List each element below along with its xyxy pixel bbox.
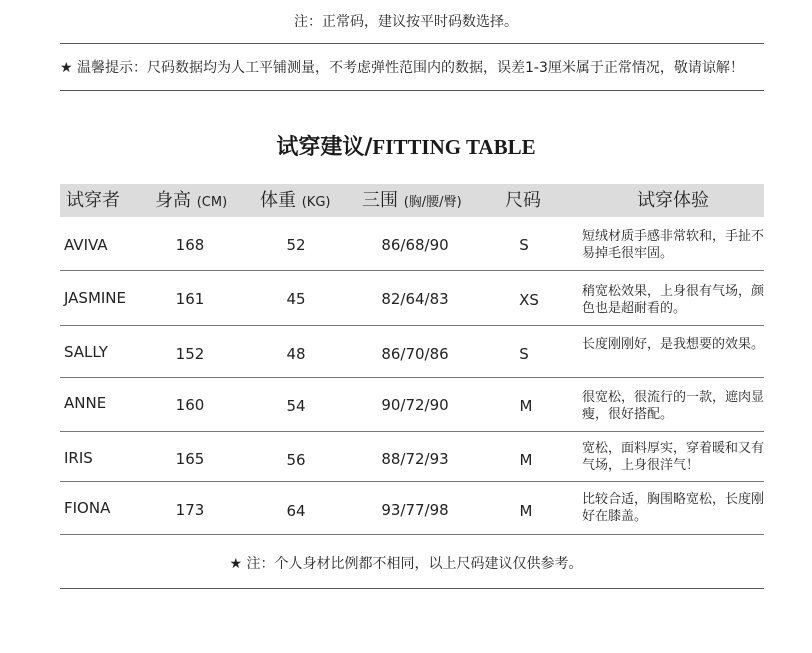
table-cell-measurements: 88/72/93 bbox=[381, 450, 449, 468]
table-cell-size: S bbox=[519, 345, 529, 363]
top-note: 注：正常码，建议按平时码数选择。 bbox=[294, 14, 518, 30]
table-cell-measurements: 86/70/86 bbox=[381, 345, 449, 363]
table-cell-weight: 64 bbox=[286, 502, 306, 520]
row-divider bbox=[60, 377, 764, 378]
table-cell-name: IRIS bbox=[64, 449, 93, 467]
table-cell-measurements: 93/77/98 bbox=[381, 501, 449, 519]
table-cell-weight: 54 bbox=[286, 397, 306, 415]
header-size: 尺码 bbox=[505, 190, 541, 211]
table-cell-weight: 56 bbox=[286, 451, 306, 469]
warm-tip: ★ 温馨提示：尺码数据均为人工平铺测量，不考虑弹性范围内的数据，误差1-3厘米属于正常情况，敬请谅解！ bbox=[60, 60, 744, 76]
table-cell-height: 160 bbox=[175, 396, 205, 414]
table-cell-weight: 45 bbox=[286, 290, 306, 308]
table-cell-height: 173 bbox=[175, 501, 205, 519]
divider bbox=[60, 43, 764, 44]
table-cell-name: SALLY bbox=[64, 343, 108, 361]
table-cell-size: M bbox=[519, 451, 533, 469]
header-height bbox=[155, 184, 227, 217]
table-cell-experience: 稍宽松效果，上身很有气场，颜色也是超耐看的。 bbox=[582, 284, 765, 316]
table-cell-name: AVIVA bbox=[64, 236, 108, 254]
row-divider bbox=[60, 534, 764, 535]
table-cell-name: JASMINE bbox=[64, 289, 127, 307]
row-divider bbox=[60, 270, 764, 271]
table-cell-size: S bbox=[519, 236, 529, 254]
table-cell-experience: 长度刚刚好，是我想要的效果。 bbox=[582, 337, 765, 352]
table-cell-weight: 52 bbox=[286, 236, 306, 254]
table-cell-name: FIONA bbox=[64, 499, 111, 517]
table-cell-experience: 宽松，面料厚实，穿着暖和又有气场，上身很洋气！ bbox=[582, 441, 765, 473]
table-cell-size: XS bbox=[519, 291, 539, 309]
row-divider bbox=[60, 431, 764, 432]
header-weight bbox=[260, 184, 330, 217]
header-weight-unit: (KG) bbox=[301, 195, 331, 210]
divider bbox=[60, 588, 764, 589]
table-cell-height: 168 bbox=[175, 236, 205, 254]
header-tester: 试穿者 bbox=[66, 190, 120, 211]
header-experience: 试穿体验 bbox=[637, 190, 709, 211]
table-cell-name: ANNE bbox=[64, 394, 107, 412]
header-measurements-sub: (胸/腰/臀) bbox=[403, 195, 462, 210]
header-measurements bbox=[362, 184, 462, 217]
table-cell-size: M bbox=[519, 397, 533, 415]
table-cell-experience: 很宽松，很流行的一款，遮肉显瘦，很好搭配。 bbox=[582, 390, 765, 422]
title-cn: 试穿建议/ bbox=[276, 135, 373, 160]
table-cell-measurements: 82/64/83 bbox=[381, 290, 449, 308]
table-cell-measurements: 90/72/90 bbox=[381, 396, 449, 414]
header-weight-label: 体重 bbox=[260, 190, 296, 211]
table-cell-measurements: 86/68/90 bbox=[381, 236, 449, 254]
table-cell-height: 152 bbox=[175, 345, 205, 363]
table-cell-height: 165 bbox=[175, 450, 205, 468]
row-divider bbox=[60, 481, 764, 482]
header-measurements-label: 三围 bbox=[362, 190, 398, 211]
table-cell-experience: 短绒材质手感非常软和，手扯不易掉毛很牢固。 bbox=[582, 229, 765, 261]
table-cell-experience: 比较合适，胸围略宽松，长度刚好在膝盖。 bbox=[582, 492, 765, 524]
table-cell-height: 161 bbox=[175, 290, 205, 308]
row-divider bbox=[60, 325, 764, 326]
divider bbox=[60, 90, 764, 91]
title-en: FITTING TABLE bbox=[372, 135, 536, 159]
table-cell-size: M bbox=[519, 502, 533, 520]
page-title bbox=[0, 130, 812, 161]
bottom-note: ★ 注：个人身材比例都不相同，以上尺码建议仅供参考。 bbox=[229, 556, 583, 572]
table-cell-weight: 48 bbox=[286, 345, 306, 363]
header-height-label: 身高 bbox=[155, 190, 191, 211]
header-height-unit: (CM) bbox=[196, 195, 228, 210]
